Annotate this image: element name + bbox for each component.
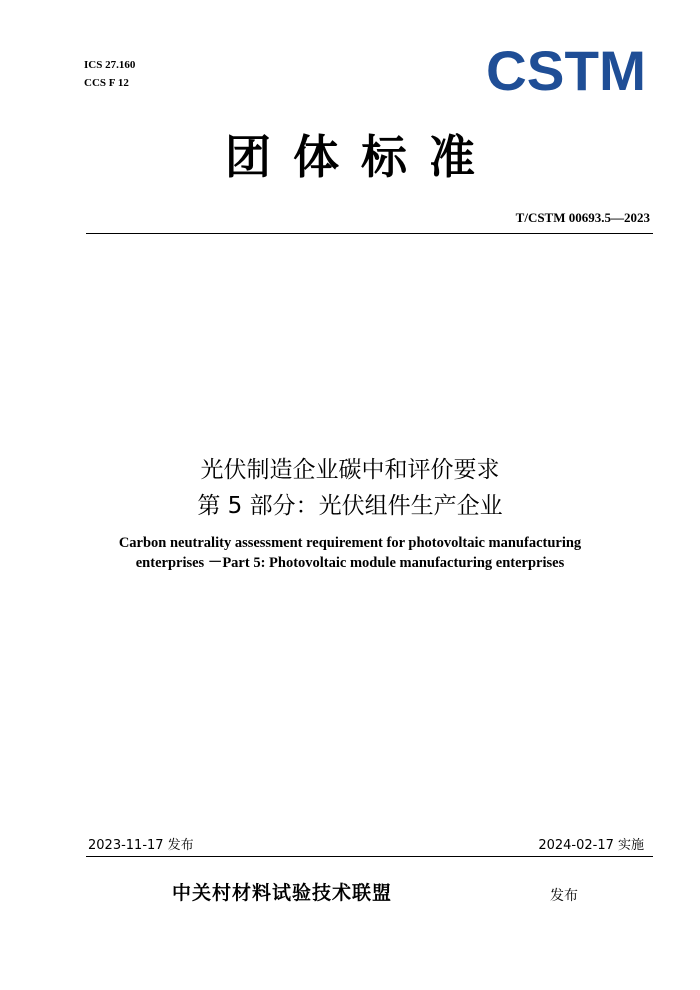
publisher-name: 中关村材料试验技术联盟 [172, 883, 393, 904]
classification-codes [84, 56, 135, 92]
title-cn-line-2: 第 5 部分：光伏组件生产企业 [197, 493, 503, 519]
cstm-logo-text: CSTM [486, 46, 646, 94]
ics-code: ICS 27.160 [84, 59, 136, 71]
issue-date: 2023-11-17 发布 [88, 838, 194, 853]
title-cn-line-1: 光伏制造企业碳中和评价要求 [200, 457, 500, 483]
title-en-line-1: Carbon neutrality assessment requirement for photovoltaic manufacturing [118, 535, 582, 551]
cstm-logo [486, 46, 648, 94]
header-divider [86, 233, 653, 234]
document-type-heading: 团体标准 [225, 132, 497, 183]
footer-divider [86, 856, 653, 857]
publish-label: 发布 [550, 888, 578, 904]
title-en-line-2: enterprises －Part 5: Photovoltaic module manufacturing enterprises [135, 555, 565, 571]
implementation-date: 2024-02-17 实施 [538, 838, 644, 853]
standard-number: T/CSTM 00693.5—2023 [515, 210, 650, 225]
title-block [0, 452, 700, 573]
ccs-code: CCS F 12 [84, 77, 129, 89]
